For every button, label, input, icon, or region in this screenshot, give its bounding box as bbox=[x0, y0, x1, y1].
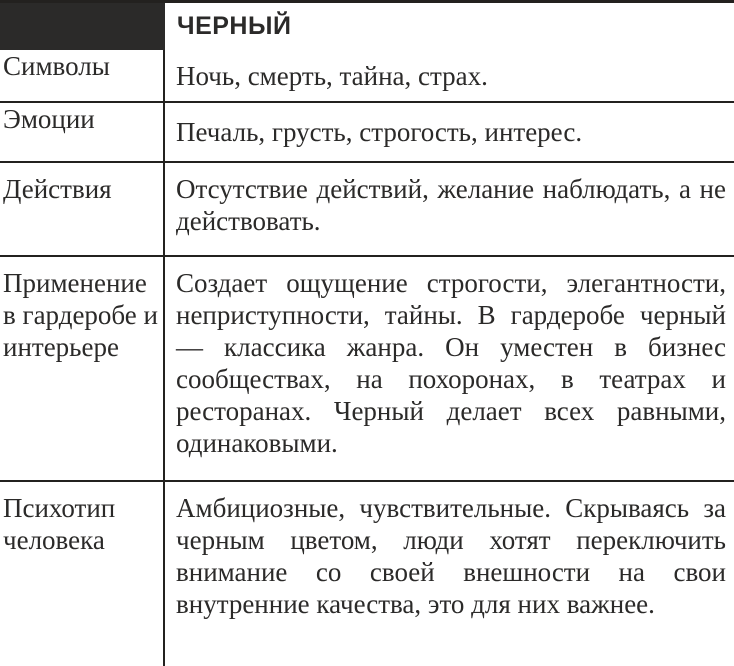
row-label: Психотип человека bbox=[0, 482, 165, 666]
row-label: Символы bbox=[0, 50, 165, 101]
color-name-title: ЧЕРНЫЙ bbox=[177, 12, 292, 40]
row-label: Действия bbox=[0, 163, 165, 255]
row-content: Печаль, грусть, строгость, интерес. bbox=[176, 117, 583, 147]
table-row-wardrobe-interior bbox=[0, 257, 734, 482]
row-content: Ночь, смерть, тайна, страх. bbox=[176, 60, 488, 91]
row-content: Амбициозные, чувствительные. Скрываясь за черным цветом, люди хотят переключить внимание со своей внешности на свои внутренние качества, это для них важнее. bbox=[176, 493, 726, 619]
table-header-row bbox=[0, 3, 734, 50]
row-label: Применение в гардеробе и интерьере bbox=[0, 257, 165, 480]
table-row-symbols bbox=[0, 50, 734, 103]
table-row-emotions bbox=[0, 103, 734, 163]
row-content: Отсутствие действий, желание наблюдать, а не действовать. bbox=[176, 174, 726, 236]
table-row-psychotype bbox=[0, 482, 734, 666]
black-color-swatch bbox=[0, 3, 165, 50]
row-content: Создает ощущение строгости, элегантности, неприступности, тайны. В гардеробе черный — классика жанра. Он уместен в бизнес сообществах, на похоронах, в театрах и ресторанах. Черный делает всех равными, одинаковыми. bbox=[176, 268, 726, 458]
table-row-actions bbox=[0, 163, 734, 257]
row-label: Эмоции bbox=[0, 103, 165, 161]
